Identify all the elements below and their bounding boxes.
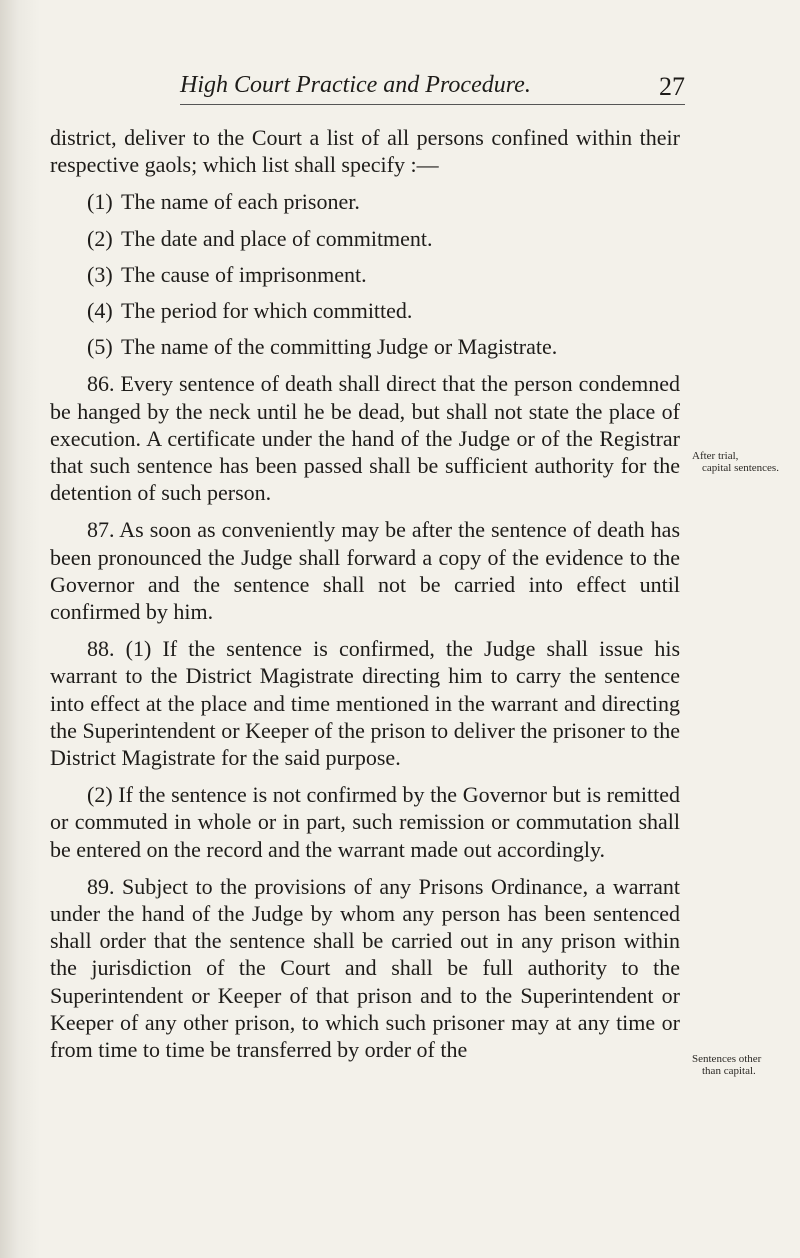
list-item-text: The period for which committed. <box>121 298 413 324</box>
list-item <box>50 188 680 215</box>
margin-note-line: Sentences other <box>692 1053 762 1065</box>
section-89: 89. Subject to the provisions of any Prisons Ordinance, a warrant under the hand of the Judge by whom any person has been sentenced shall order that the sentence shall be carried out in any prison within the jurisdiction of the Court and shall be full authority to the Superintendent or Keeper of that prison and to the Superintendent or Keeper of any other prison, to which such prisoner may at any time or from time to time be transferred by order of the <box>50 873 680 1063</box>
section-88-2: (2) If the sentence is not confirmed by the Governor but is remitted or commuted in whole or in part, such remission or commutation shall be entered on the record and the warrant made out accordingly. <box>50 782 680 862</box>
list-item-text: The name of each prisoner. <box>121 189 360 215</box>
list-item-text: The date and place of commitment. <box>121 225 433 251</box>
list-item-number: (5) <box>87 334 113 360</box>
section-88-1: 88. (1) If the sentence is confirmed, the Judge shall issue his warrant to the District Magistrate directing him to carry the sentence into effect at the place and time mentioned in the warrant and directing the Superintendent or Keeper of the prison to deliver the prisoner to the District Magistrate for the said purpose. <box>50 636 680 771</box>
section-86: 86. Every sentence of death shall direct that the person condemned be hanged by the neck until he be dead, but shall not state the place of execution. A certificate under the hand of the Judge or of the Registrar that such sentence has been passed shall be sufficient authority for the detention of such person. <box>50 371 680 506</box>
header-rule <box>180 104 685 105</box>
list-item-number: (3) <box>87 261 113 287</box>
margin-note-capital-sentences <box>692 450 792 474</box>
section-87: 87. As soon as conveniently may be after the sentence of death has been pronounced the Judge shall forward a copy of the evidence to the Governor and the sentence shall not be carried into effect until confirmed by him. <box>50 517 680 625</box>
margin-note-line: than capital. <box>702 1065 756 1077</box>
page-body <box>50 124 680 1063</box>
list-item-number: (4) <box>87 298 113 324</box>
list-item <box>50 333 680 360</box>
list-item <box>50 261 680 288</box>
list-item-number: (2) <box>87 225 113 251</box>
margin-note-line: capital sentences. <box>702 462 779 474</box>
list-item-text: The cause of imprisonment. <box>121 261 367 287</box>
margin-note-line: After trial, <box>692 450 739 462</box>
running-header <box>180 72 685 102</box>
running-title: High Court Practice and Procedure. <box>180 72 531 98</box>
list-item <box>50 297 680 324</box>
margin-note-other-sentences <box>692 1053 792 1077</box>
intro-paragraph: district, deliver to the Court a list of all persons confined within their respective gaols; which list shall specify :— <box>50 125 680 178</box>
list-item-text: The name of the committing Judge or Magistrate. <box>121 334 558 360</box>
page-number: 27 <box>659 72 685 101</box>
list-item <box>50 225 680 252</box>
list-item-number: (1) <box>87 189 113 215</box>
